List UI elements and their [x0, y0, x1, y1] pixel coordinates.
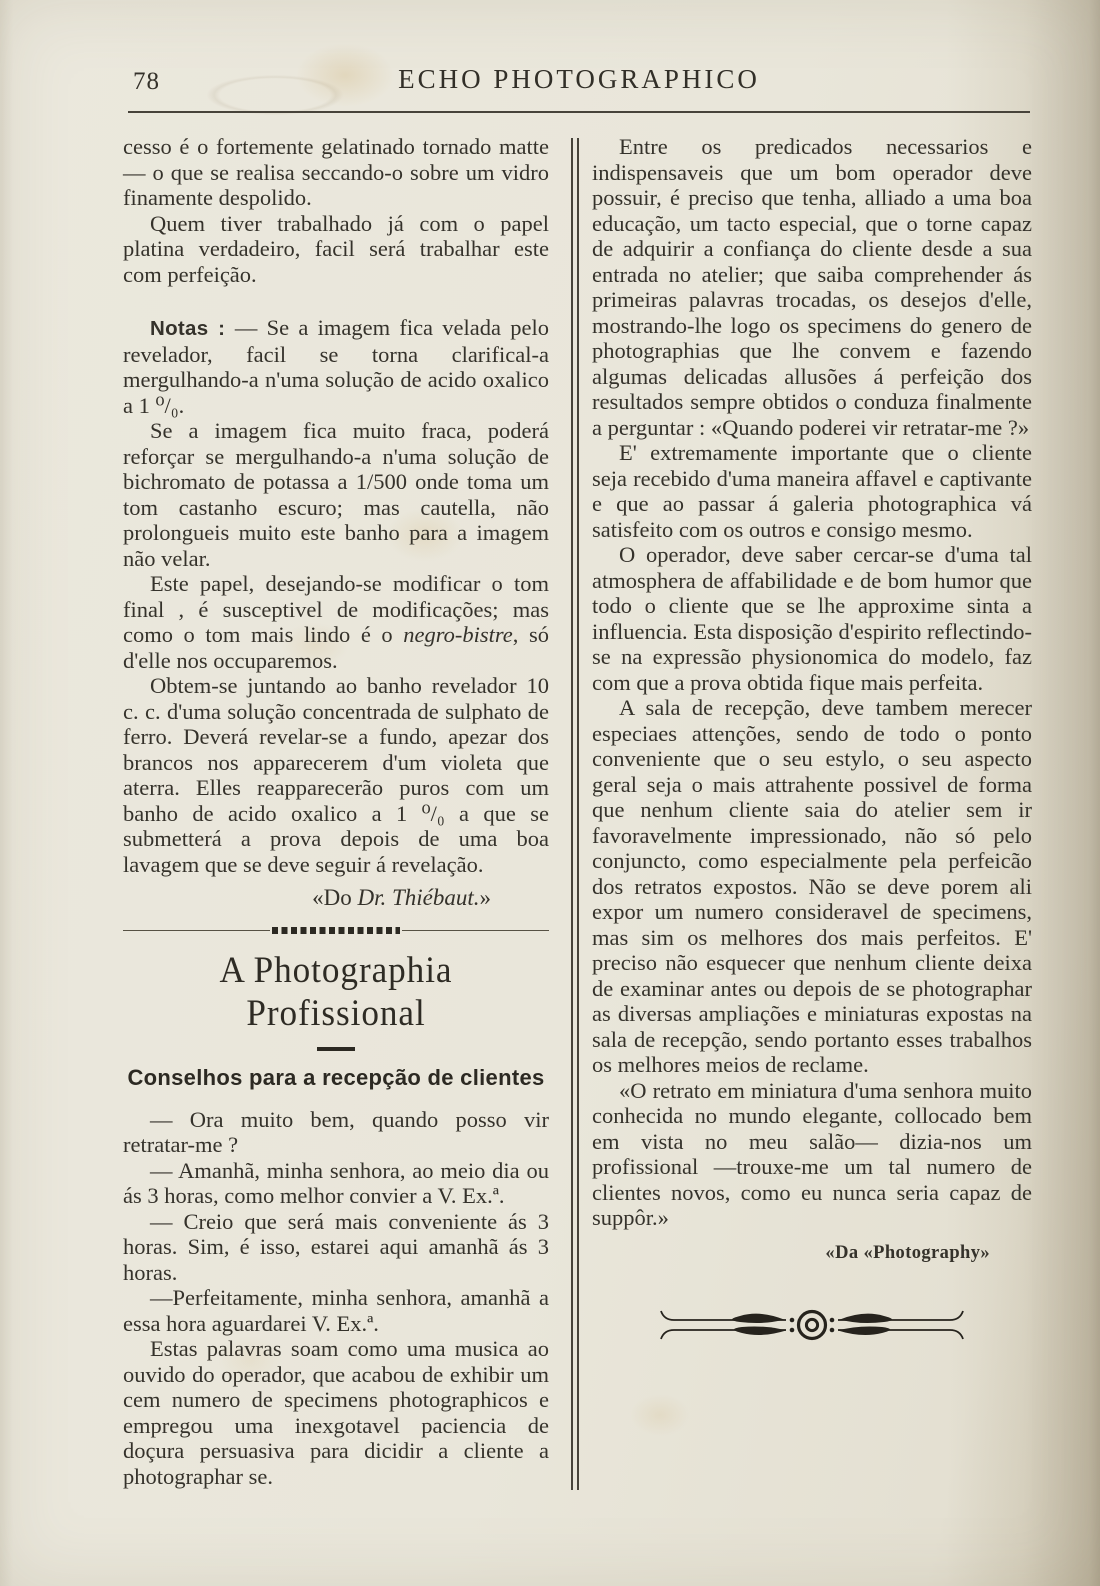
paragraph: cesso é o fortemente gelatinado tornado matte — o que se realisa seccando-o sobre um vidro finamente despolido. — [123, 134, 549, 210]
paragraph: O operador, deve saber cercar-se d'uma tal atmosphera de affabilidade e de bom humor que todo o cliente que se lhe approxime sinta a influencia. Esta disposição d'espirito reflectindo-se na expressão physionomica do modelo, faz com que a prova obtida fique mais perfeita. — [592, 542, 1032, 695]
paragraph: E' extremamente importante que o cliente seja recebido d'uma maneira affavel e captivante e que ao passar á galeria photographica vá satisfeito com os outros e consigo mesmo. — [592, 440, 1032, 542]
left-column — [123, 134, 549, 1489]
circle-flourish-ornament — [592, 1292, 1032, 1363]
paragraph: — Amanhã, minha senhora, ao meio dia ou ás 3 horas, como melhor convier a V. Ex.ª. — [123, 1157, 549, 1208]
paragraph: Se a imagem fica muito fraca, poderá reforçar se mergulhando-a n'uma solução de bichromato de potassa a 1/500 onde toma um tom castanho escuro; mas cautella, não prolongueis muito este banho para a imagem não velar. — [123, 418, 549, 571]
paragraph: A sala de recepção, deve tambem merecer especiaes attenções, sendo de todo o ponto conveniente que o seu estylo, o seu aspecto geral seja o mais attrahente possivel de forma que nenhum cliente saia do atelier sem ir favoravelmente impressionado, não só pelo conjuncto, como especialmente pela perfeicão dos retratos expostos. Não se deve porem ali expor um numero consideravel de specimens, mas sim os melhores dos mais perfeitos. E' preciso não esquecer que nenhum cliente deixa de examinar antes ou depois de se photographar as diversas ampliações e miniaturas expostas na sala de recepção, sendo portanto esses trabalhos os melhores meios de reclame. — [592, 695, 1032, 1077]
spacer — [123, 287, 549, 315]
title-underline — [317, 1047, 355, 1051]
paragraph: Notas : — Se a imagem fica velada pelo revelador, facil se torna clarifical-a mergulhando-a n'uma solução de acido oxalico a 1 ⁰/₀. — [123, 315, 549, 418]
dotted-rule-divider — [123, 927, 549, 935]
paragraph: Quem tiver trabalhado já com o papel platina verdadeiro, facil será trabalhar este com perfeição. — [123, 210, 549, 287]
paragraph: «O retrato em miniatura d'uma senhora muito conhecida no mundo elegante, collocado bem em vista no meu salão— dizia-nos um profissional —trouxe-me um tal numero de clientes novos, como eu nunca seria capaz de suppôr.» — [592, 1077, 1032, 1230]
paragraph: Estas palavras soam como uma musica ao ouvido do operador, que acabou de exhibir um cem numero de specimens photographicos e empregou uma inexgotavel paciencia de doçura persuasiva para dicidir a cliente a photographar se. — [123, 1336, 549, 1489]
paragraph: Entre os predicados necessarios e indispensaveis que um bom operador deve possuir, é preciso que tenha, alliado a uma boa educação, um tacto especial, que o torne capaz de adquirir a confiança do cliente desde a sua entrada no atelier; que saiba comprehender ás primeiras palavras trocadas, os desejos d'elle, mostrando-lhe logo os specimens do genero de photographias que lhe convem e fazendo algumas delicadas allusões á perfeição dos resultados sempre obtidos o conduza finalmente a perguntar : «Quando poderei vir retratar-me ?» — [592, 134, 1032, 440]
page-number: 78 — [133, 68, 160, 95]
header-rule — [128, 111, 1030, 113]
attribution: «Da «Photography» — [825, 1242, 990, 1263]
paragraph: Obtem-se juntando ao banho revelador 10 c. c. d'uma solução concentrada de sulphato de ferro. Deverá revelar-se a fundo, apezar dos brancos nos apparecerem d'um violeta que aterra. Elles reapparecerão puros com um banho de acido oxalico a 1 ⁰/₀ a que se submetterá a prova depois de uma boa lavagem que se deve seguir á revelação. — [123, 673, 549, 877]
column-divider-rule — [571, 138, 579, 1490]
paragraph: —Perfeitamente, minha senhora, amanhã a essa hora aguardarei V. Ex.ª. — [123, 1285, 549, 1336]
journal-title: ECHO PHOTOGRAPHICO — [398, 64, 760, 94]
attribution: «Do Dr. Thiébaut.» — [312, 885, 491, 910]
right-column — [592, 134, 1032, 1363]
article-subtitle: Conselhos para a recepção de clientes — [127, 1064, 545, 1090]
paragraph: Este papel, desejando-se modificar o tom final , é susceptivel de modificações; mas como o tom mais lindo é o negro-bistre, só d'elle nos occuparemos. — [123, 571, 549, 673]
article-title: A Photographia Profissional — [219, 949, 453, 1034]
paragraph: — Ora muito bem, quando posso vir retratar-me ? — [123, 1106, 549, 1157]
paragraph: — Creio que será mais conveniente ás 3 horas. Sim, é isso, estarei aqui amanhã ás 3 horas. — [123, 1208, 549, 1285]
